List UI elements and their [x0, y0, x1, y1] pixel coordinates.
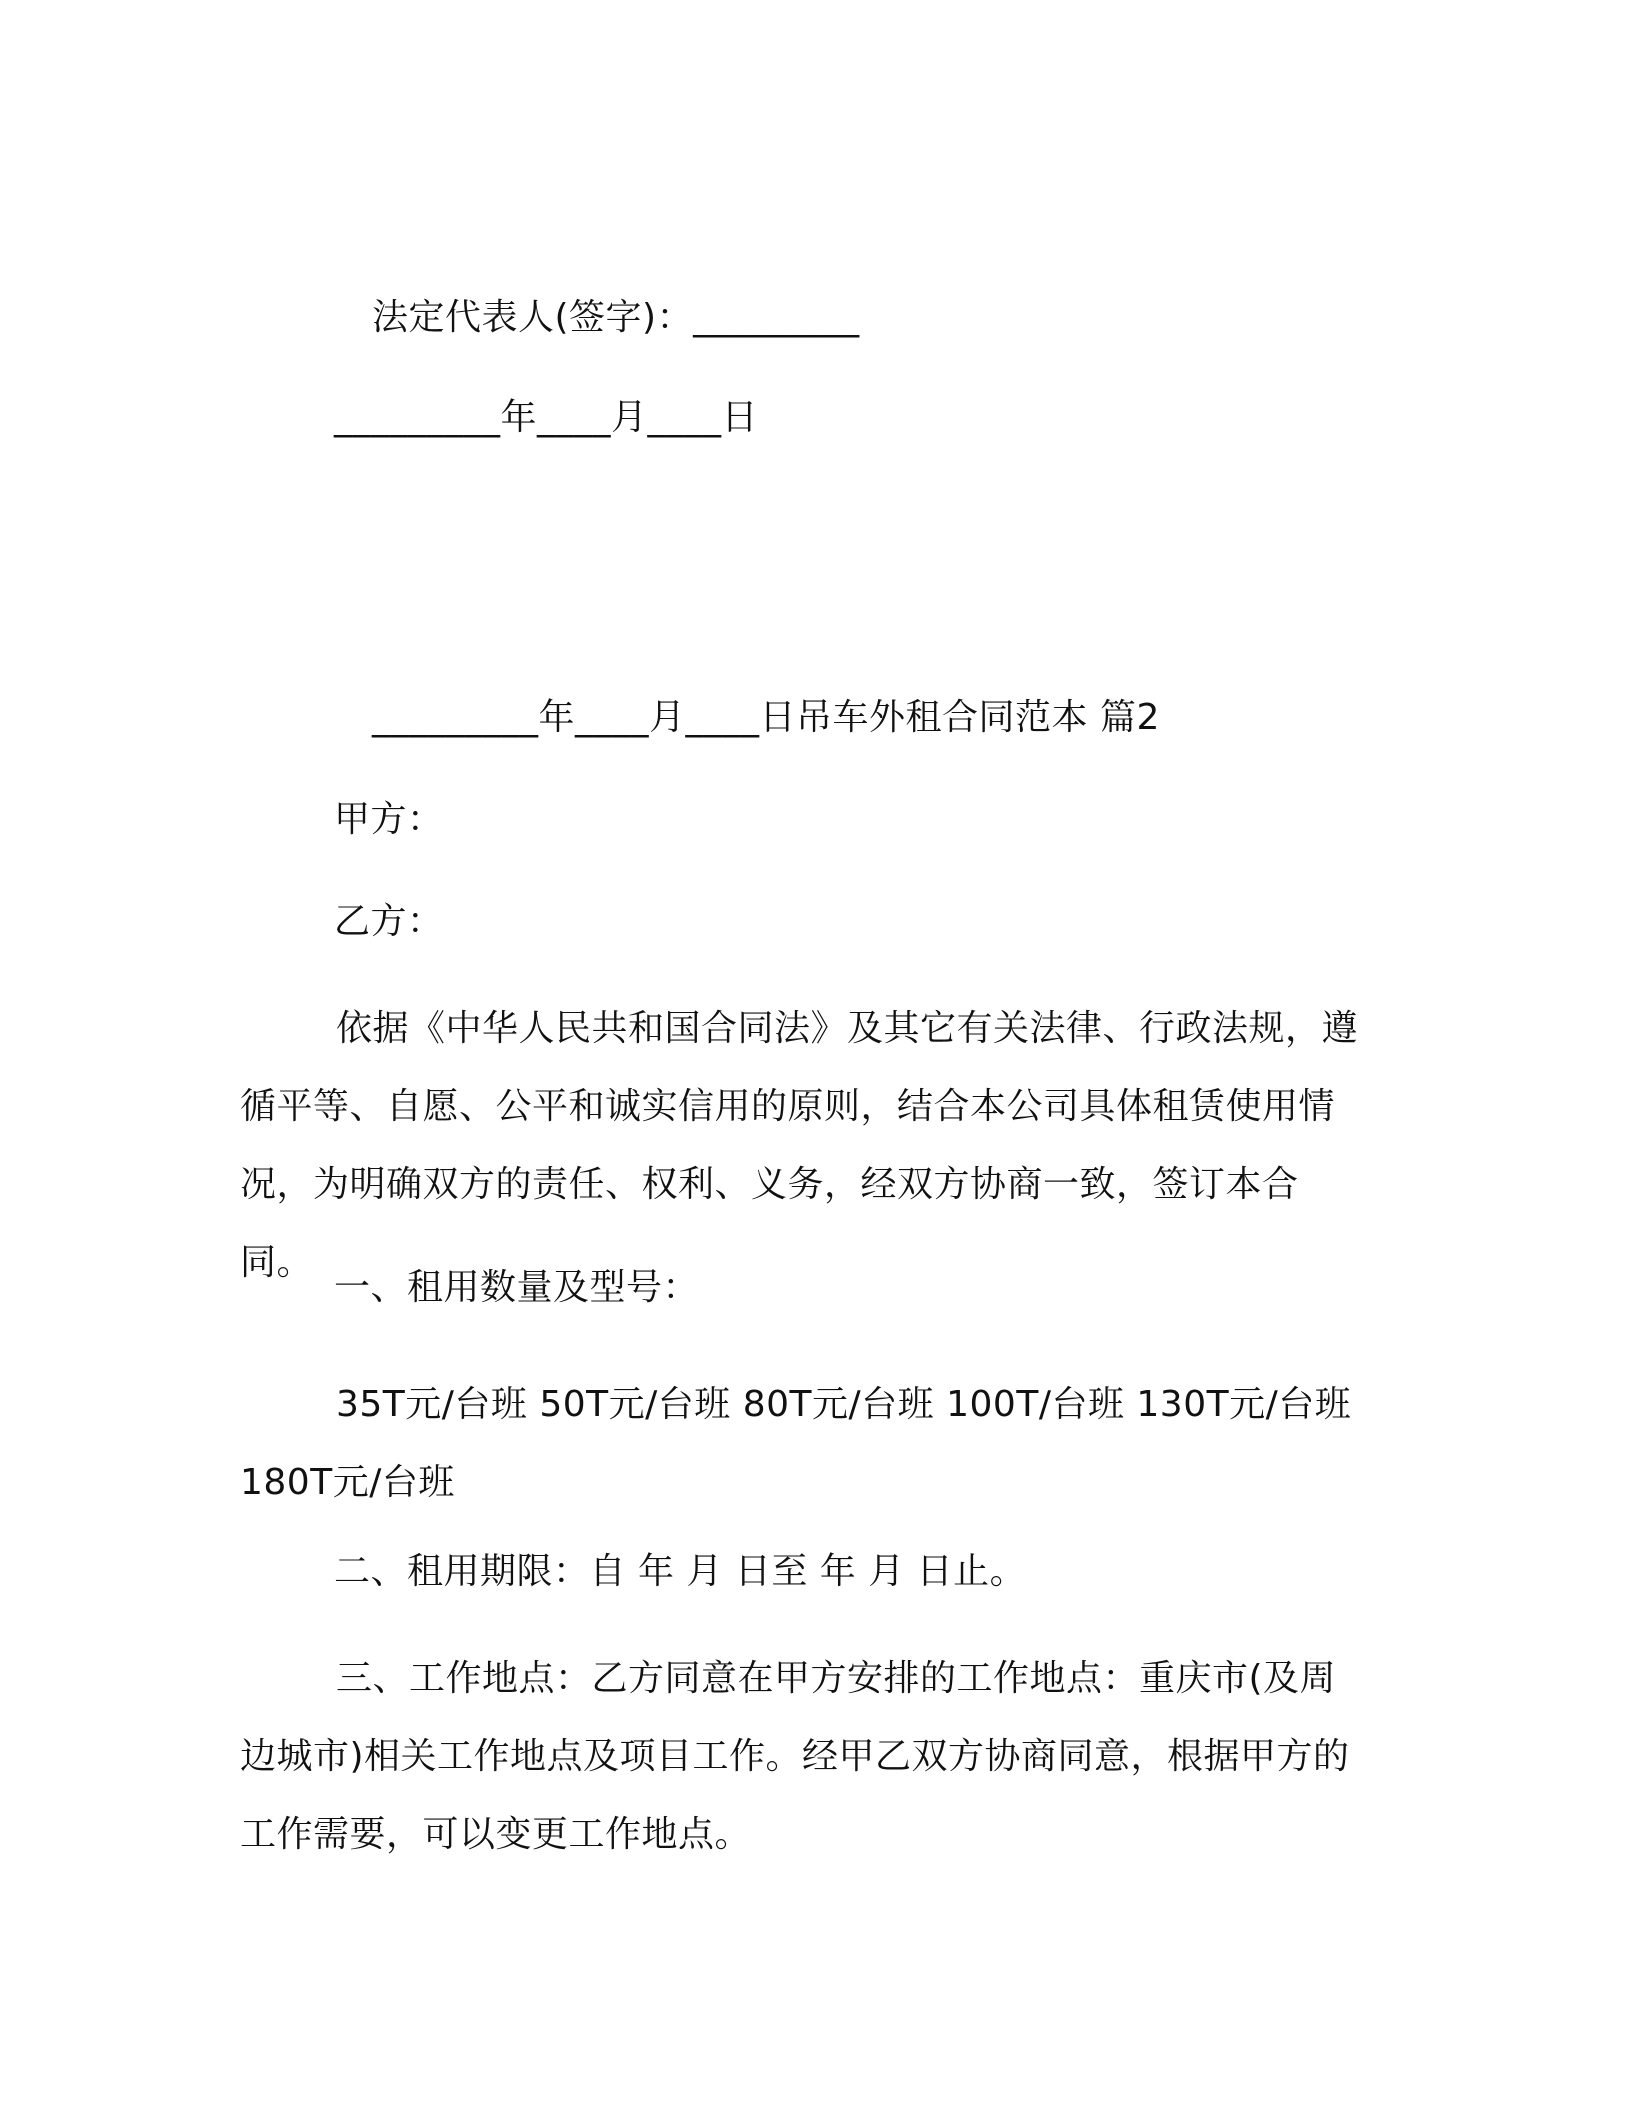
signature-date-line: _________年____月____日	[334, 397, 758, 438]
party-b-label: 乙方：	[334, 901, 444, 942]
party-a-label: 甲方：	[334, 799, 444, 840]
clause-2-rental-period: 二、租用期限：自 年 月 日至 年 月 日止。	[334, 1551, 1027, 1592]
clause-1-models-prices: 35T元/台班 50T元/台班 80T元/台班 100T/台班 130T元/台班 180T元/台班	[240, 1384, 1352, 1503]
section-title: _________年____月____日吊车外租合同范本 篇2	[372, 697, 1160, 738]
intro-paragraph: 依据《中华人民共和国合同法》及其它有关法律、行政法规，遵循平等、自愿、公平和诚实信用的原则，结合本公司具体租赁使用情况，为明确双方的责任、权利、义务，经双方协商一致，签订本合同。	[240, 1008, 1359, 1283]
clause-3-work-location: 三、工作地点：乙方同意在甲方安排的工作地点：重庆市(及周边城市)相关工作地点及项目工作。经甲乙双方协商同意，根据甲方的工作需要，可以变更工作地点。	[240, 1658, 1350, 1855]
clause-1-heading: 一、租用数量及型号：	[334, 1267, 700, 1308]
legal-representative-signature-line: 法定代表人(签字)：_________	[372, 297, 860, 338]
